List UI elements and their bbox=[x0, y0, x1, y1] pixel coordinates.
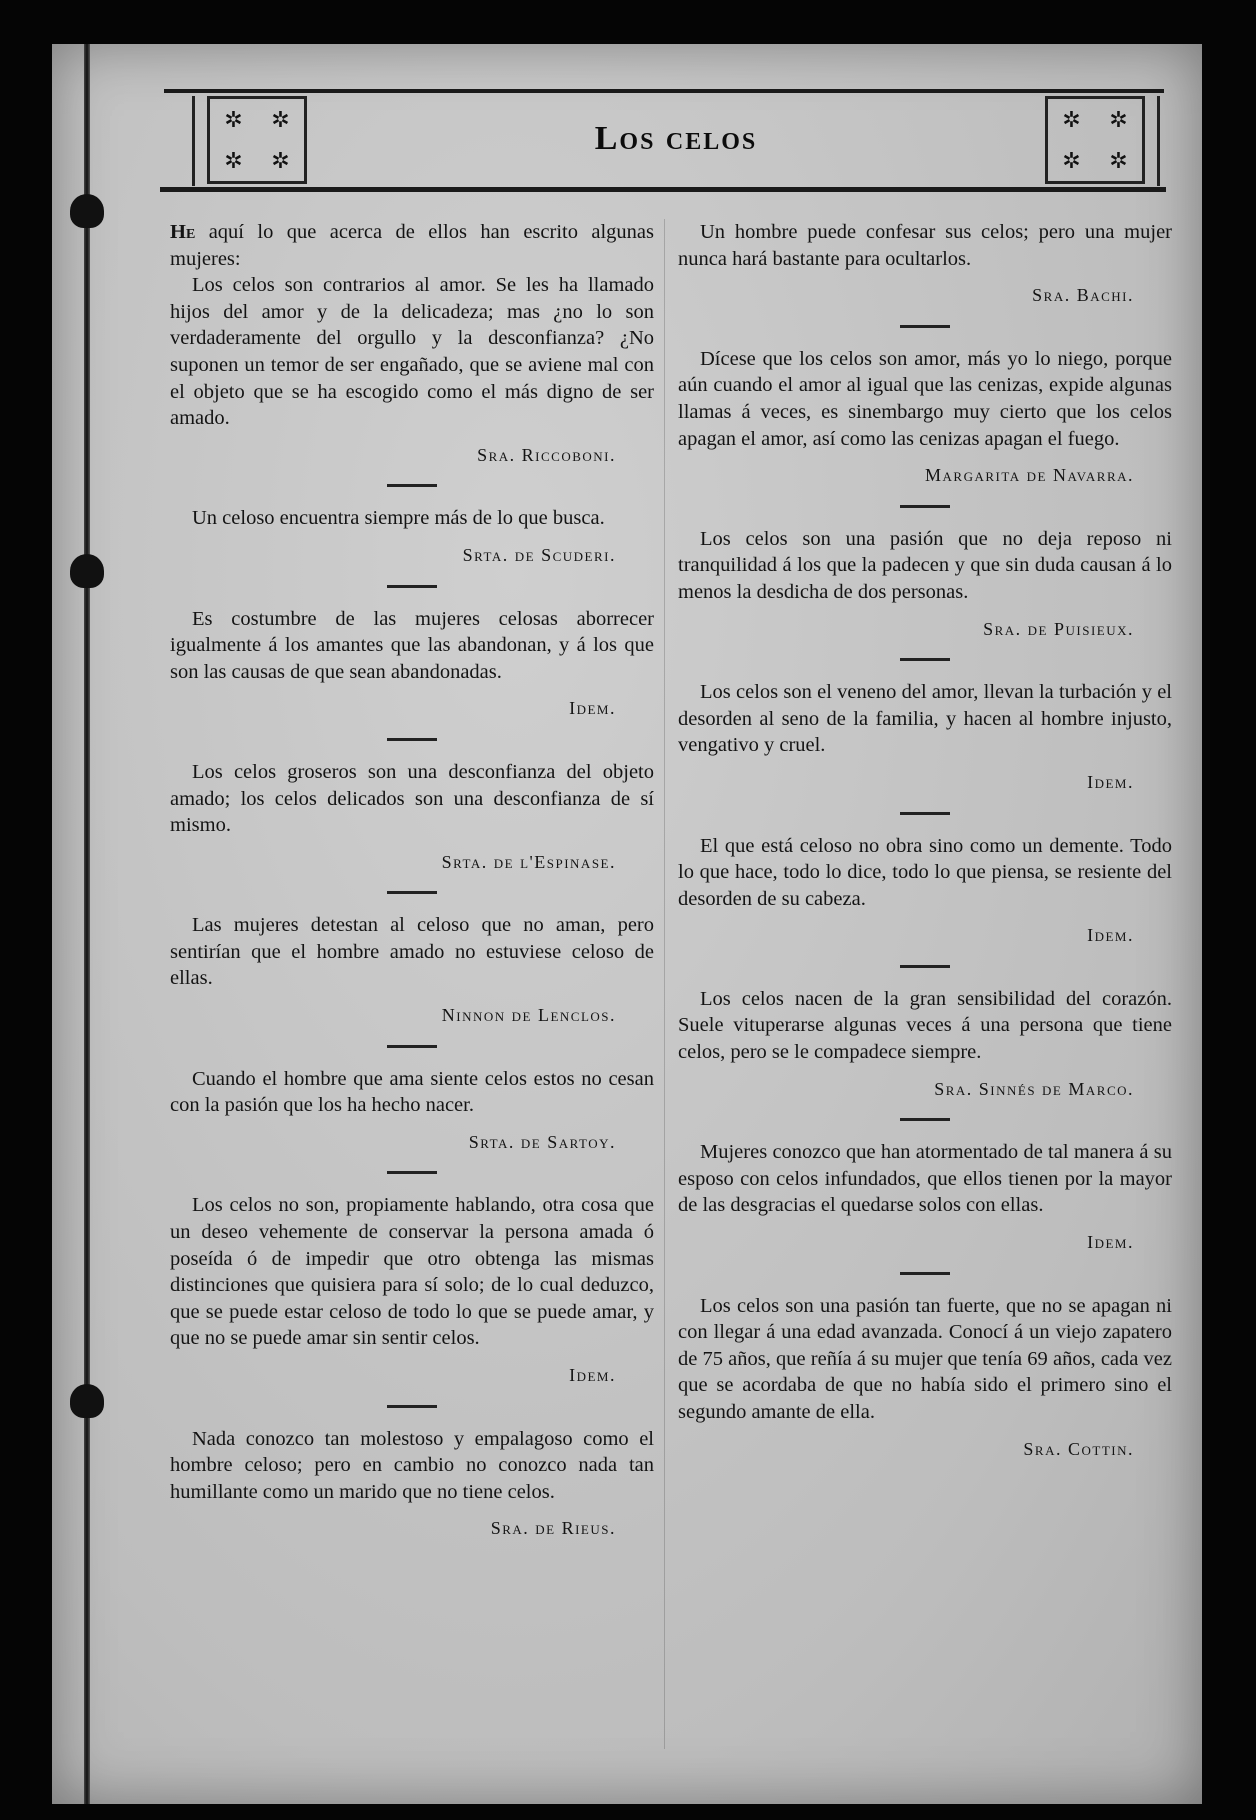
quote-text: Los celos son el veneno del amor, llevan la turbación y el desorden al seno de la familia, y hacen al hombre injusto, vengativo y cruel. bbox=[678, 681, 1172, 757]
quote-attribution: Sra. Bachi. bbox=[1032, 285, 1134, 306]
quote-text: Los celos son una pasión que no deja reposo ni tranquilidad á los que la padecen y que sin duda causan á lo menos la desdicha de dos personas. bbox=[678, 527, 1172, 603]
quote-text: Cuando el hombre que ama siente celos estos no cesan con la pasión que los ha hecho nacer. bbox=[170, 1067, 654, 1117]
star-ornament-icon: ✲ bbox=[1062, 147, 1081, 173]
quote-text: Las mujeres detestan al celoso que no aman, pero sentirían que el hombre amado no estuviese celoso de ellas. bbox=[170, 914, 654, 990]
separator-rule bbox=[900, 325, 950, 328]
quote-attribution: Sra. Sinnés de Marco. bbox=[934, 1078, 1134, 1099]
quote-attribution: Sra. Cottin. bbox=[1023, 1438, 1134, 1459]
magazine-page bbox=[52, 44, 1202, 1804]
separator-rule bbox=[387, 1045, 437, 1048]
star-ornament-icon: ✲ bbox=[271, 106, 290, 132]
quote-text: Un celoso encuentra siempre más de lo que busca. bbox=[192, 507, 605, 530]
star-ornament-icon: ✲ bbox=[1109, 106, 1128, 132]
quote-attribution: Margarita de Navarra. bbox=[925, 465, 1134, 486]
quote-attribution: Idem. bbox=[1087, 925, 1134, 946]
quote-text: Los celos no son, propiamente hablando, otra cosa que un deseo vehemente de conservar la persona amada ó poseída ó de impedir que otro obtenga las mismas distinciones que quisiera para sí solo; de lo cual deduzco, que se puede estar celoso de todo lo que se puede amar, y que no se puede amar sin sentir celos. bbox=[170, 1194, 654, 1350]
page-title: Los celos bbox=[594, 120, 758, 157]
quote-attribution: Idem. bbox=[1087, 771, 1134, 792]
quote-attribution: Idem. bbox=[569, 698, 616, 719]
quote-attribution: Sra. de Rieus. bbox=[490, 1518, 616, 1539]
separator-rule bbox=[900, 1272, 950, 1275]
quote-text: Los celos groseros son una desconfianza del objeto amado; los celos delicados son una desconfianza de sí mismo. bbox=[170, 760, 654, 837]
header-box bbox=[192, 96, 1160, 186]
quote-attribution: Srta. de Sartoy. bbox=[468, 1131, 616, 1152]
quote-text: Dícese que los celos son amor, más yo lo niego, porque aún cuando el amor al igual que las cenizas, expide algunas llamas á veces, es sinembargo muy cierto que los celos apagan el amor, así como las cenizas apagan el fuego. bbox=[678, 347, 1172, 450]
quote-attribution: Srta. de Scuderi. bbox=[462, 544, 616, 565]
separator-rule bbox=[387, 891, 437, 894]
separator-rule bbox=[387, 738, 437, 741]
quote-text: El que está celoso no obra sino como un demente. Todo lo que hace, todo lo dice, todo lo que piensa, se resiente del desorden de su cabeza. bbox=[678, 834, 1172, 910]
lead-word: He bbox=[170, 221, 196, 243]
separator-rule bbox=[900, 812, 950, 815]
binding-mark bbox=[70, 194, 104, 228]
quote-attribution: Idem. bbox=[1087, 1232, 1134, 1253]
quote-attribution: Sra. Riccoboni. bbox=[477, 444, 616, 465]
quote-text: Es costumbre de las mujeres celosas aborrecer igualmente á los amantes que las abandonan, y á los que son las causas de que sean abandonadas. bbox=[170, 607, 654, 683]
separator-rule bbox=[387, 585, 437, 588]
binding-mark bbox=[70, 554, 104, 588]
quote-text: Un hombre puede confesar sus celos; pero una mujer nunca hará bastante para ocultarlos. bbox=[678, 221, 1172, 270]
star-ornament-icon: ✲ bbox=[224, 106, 243, 132]
quote-text: Los celos son contrarios al amor. Se les ha llamado hijos del amor y de la delicadeza; mas ¿no lo son verdaderamente del orgullo y la desconfianza? ¿No suponen un temor de ser engañado, que se aviene mal con el objeto que se ha escogido como el más digno de ser amado. bbox=[170, 274, 654, 430]
separator-rule bbox=[387, 1405, 437, 1408]
quote-text: Mujeres conozco que han atormentado de tal manera á su esposo con celos infundados, que ellos tienen por la mayor de las desgracias el quedarse solos con ellas. bbox=[678, 1141, 1172, 1217]
intro-text: aquí lo que acerca de ellos han escrito algunas mujeres: bbox=[170, 221, 654, 270]
left-column bbox=[170, 219, 654, 1542]
separator-rule bbox=[900, 965, 950, 968]
ornament-box-right bbox=[1045, 96, 1145, 184]
quote-text: Los celos nacen de la gran sensibilidad del corazón. Suele vituperarse algunas veces á una persona que tiene celos, pero se le compadece siempre. bbox=[678, 987, 1172, 1064]
separator-rule bbox=[387, 1171, 437, 1174]
quote-attribution: Sra. de Puisieux. bbox=[983, 618, 1134, 639]
quote-attribution: Ninnon de Lenclos. bbox=[441, 1005, 616, 1026]
separator-rule bbox=[900, 1118, 950, 1121]
star-ornament-icon: ✲ bbox=[1062, 106, 1081, 132]
star-ornament-icon: ✲ bbox=[271, 147, 290, 173]
binding-mark bbox=[70, 1384, 104, 1418]
star-ornament-icon: ✲ bbox=[1109, 147, 1128, 173]
quote-attribution: Srta. de l'Espinase. bbox=[441, 851, 616, 872]
header-rule-top bbox=[164, 89, 1164, 93]
column-gutter bbox=[664, 219, 665, 1749]
separator-rule bbox=[900, 505, 950, 508]
book-spine bbox=[84, 44, 90, 1804]
star-ornament-icon: ✲ bbox=[224, 147, 243, 173]
quote-text: Los celos son una pasión tan fuerte, que no se apagan ni con llegar á una edad avanzada. Conocí á un viejo zapatero de 75 años, que reñía á su mujer que tenía 69 años, cada vez que se acordaba de que no había sido el primero sino el segundo amante de ella. bbox=[678, 1294, 1172, 1423]
separator-rule bbox=[387, 484, 437, 487]
quote-text: Nada conozco tan molestoso y empalagoso como el hombre celoso; pero en cambio no conozco nada tan humillante como un marido que no tiene celos. bbox=[170, 1427, 654, 1503]
right-column bbox=[678, 219, 1172, 1462]
quote-attribution: Idem. bbox=[569, 1365, 616, 1385]
header-rule-bottom bbox=[160, 187, 1166, 192]
ornament-box-left bbox=[207, 96, 307, 184]
separator-rule bbox=[900, 658, 950, 661]
intro-paragraph bbox=[170, 219, 654, 272]
